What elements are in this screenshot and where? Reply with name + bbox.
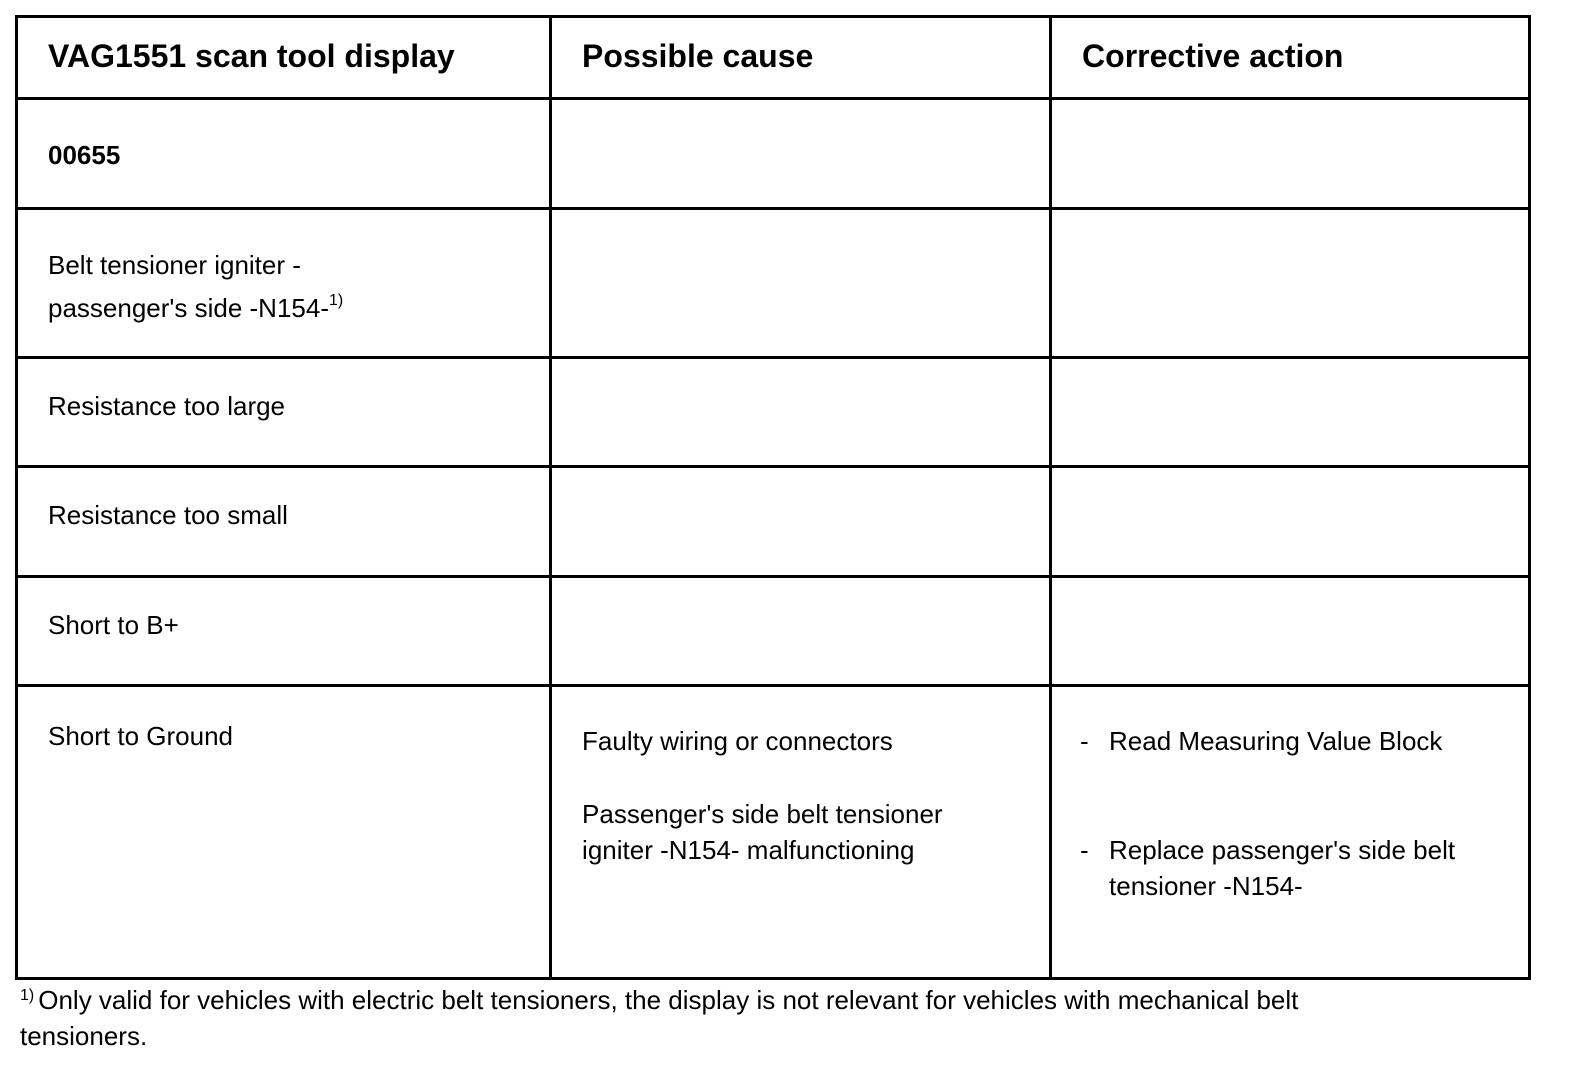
empty-cell bbox=[551, 99, 1051, 209]
dash-bullet: - bbox=[1080, 726, 1089, 756]
empty-cell bbox=[1051, 358, 1530, 467]
header-row bbox=[17, 17, 1530, 99]
action-text: Read Measuring Value Block bbox=[1109, 726, 1443, 756]
header-cause: Possible cause bbox=[582, 38, 814, 74]
action-list bbox=[1052, 687, 1528, 904]
code-cell bbox=[17, 99, 551, 209]
footnote-marker: 1) bbox=[20, 987, 35, 1004]
fault-resistance-small: Resistance too small bbox=[48, 500, 288, 530]
action-item bbox=[1080, 832, 1528, 904]
empty-cell bbox=[551, 577, 1051, 686]
action-text: Replace passenger's side belt tensioner -N154- bbox=[1109, 835, 1456, 901]
empty-cell bbox=[551, 467, 1051, 577]
fault-code: 00655 bbox=[48, 140, 121, 170]
header-cell-display bbox=[17, 17, 551, 99]
header-display: VAG1551 scan tool display bbox=[48, 38, 455, 74]
action-item bbox=[1080, 723, 1528, 759]
empty-cell bbox=[551, 209, 1051, 358]
table-row bbox=[17, 358, 1530, 467]
fault-short-bplus: Short to B+ bbox=[48, 610, 179, 640]
table-row bbox=[17, 686, 1530, 979]
cause-item: Passenger's side belt tensioner igniter -N154- malfunctioning bbox=[582, 799, 943, 865]
table-row bbox=[17, 99, 1530, 209]
action-cell bbox=[1051, 686, 1530, 979]
empty-cell bbox=[1051, 209, 1530, 358]
fault-cell bbox=[17, 467, 551, 577]
header-cell-action bbox=[1051, 17, 1530, 99]
fault-resistance-large: Resistance too large bbox=[48, 391, 286, 421]
fault-short-ground: Short to Ground bbox=[48, 721, 233, 751]
empty-cell bbox=[1051, 467, 1530, 577]
empty-cell bbox=[1051, 577, 1530, 686]
header-action: Corrective action bbox=[1082, 38, 1344, 74]
component-line2: passenger's side -N154- bbox=[48, 293, 329, 323]
cause-cell bbox=[551, 686, 1051, 979]
fault-cell bbox=[17, 686, 551, 979]
empty-cell bbox=[1051, 99, 1530, 209]
component-name bbox=[18, 210, 549, 330]
fault-cell bbox=[17, 577, 551, 686]
cause-list bbox=[552, 687, 1049, 868]
footnote-text: Only valid for vehicles with electric belt tensioners, the display is not relevant for vehicles with mechanical belt tensioners. bbox=[20, 985, 1299, 1051]
cause-item: Faulty wiring or connectors bbox=[582, 726, 893, 756]
table-row bbox=[17, 577, 1530, 686]
dash-bullet: - bbox=[1080, 835, 1089, 865]
fault-cell bbox=[17, 358, 551, 467]
component-cell bbox=[17, 209, 551, 358]
header-cell-cause bbox=[551, 17, 1051, 99]
empty-cell bbox=[551, 358, 1051, 467]
diagnostic-table bbox=[15, 15, 1531, 980]
table-row bbox=[17, 467, 1530, 577]
footnote-ref: 1) bbox=[329, 292, 344, 309]
component-line1: Belt tensioner igniter - bbox=[48, 250, 301, 280]
table-row bbox=[17, 209, 1530, 358]
footnote bbox=[20, 982, 1320, 1054]
